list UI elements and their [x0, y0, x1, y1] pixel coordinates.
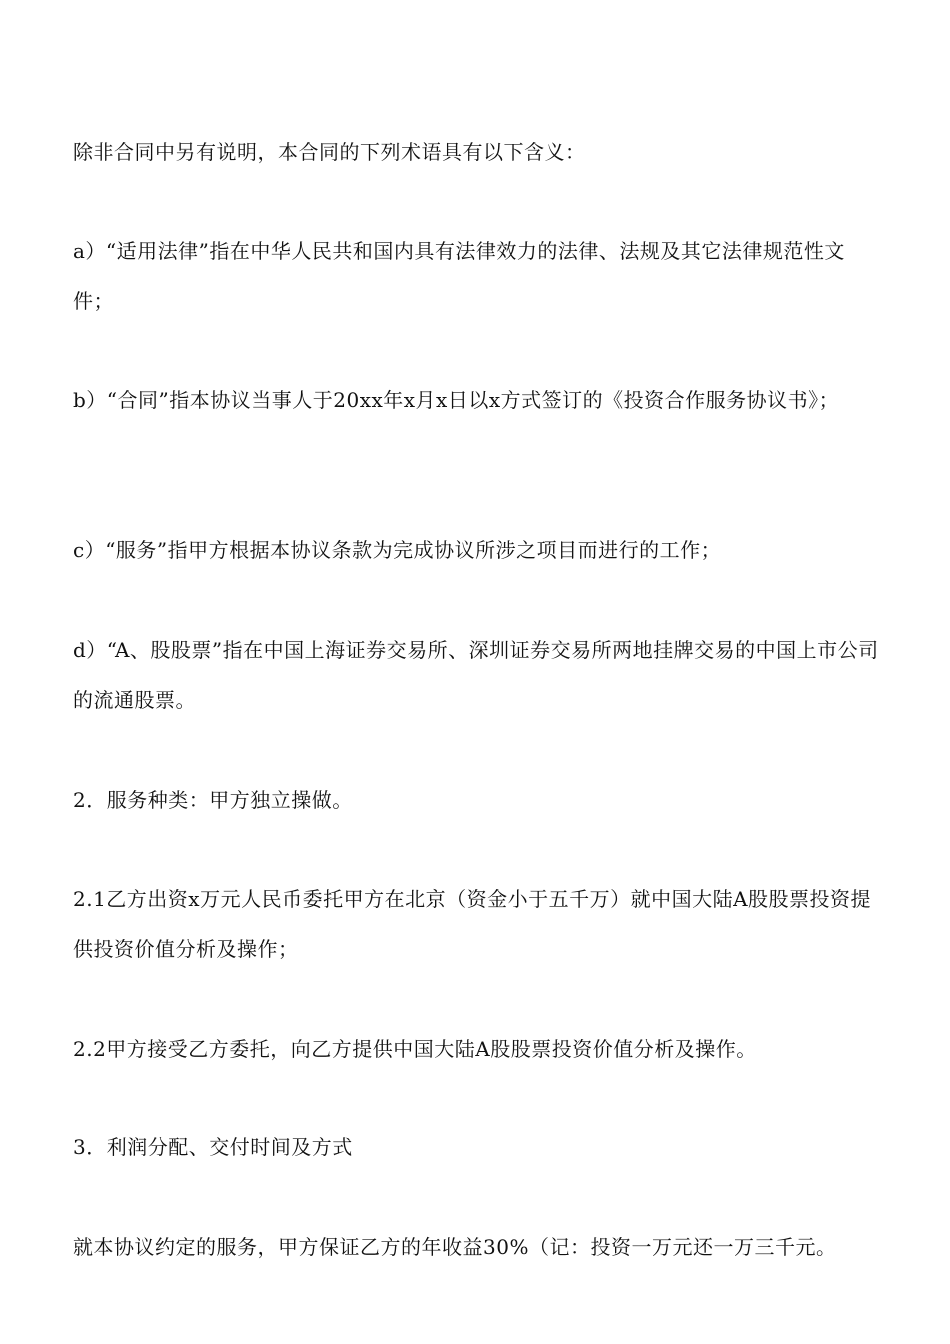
paragraph-definition-b: b）“合同”指本协议当事人于20xx年x月x日以x方式签订的《投资合作服务协议书》；: [73, 388, 840, 412]
paragraph-2-1: 2.1乙方出资x万元人民币委托甲方在北京（资金小于五千万）就中国大陆A股股票投资提供投资价值分析及操作；: [73, 887, 872, 961]
paragraph-definition-a: a）“适用法律”指在中华人民共和国内具有法律效力的法律、法规及其它法律规范性文件；: [73, 239, 845, 313]
paragraph-3-body: 就本协议约定的服务，甲方保证乙方的年收益30%（记：投资一万元还一万三千元。: [73, 1235, 837, 1259]
section-3-heading: 3．利润分配、交付时间及方式: [73, 1135, 353, 1159]
section-2-heading: 2．服务种类：甲方独立操做。: [73, 788, 353, 812]
paragraph-definitions-intro: 除非合同中另有说明，本合同的下列术语具有以下含义：: [73, 140, 586, 164]
paragraph-definition-d: d）“A、股股票”指在中国上海证券交易所、深圳证券交易所两地挂牌交易的中国上市公司的流通股票。: [73, 638, 879, 712]
paragraph-2-2: 2.2甲方接受乙方委托，向乙方提供中国大陆A股股票投资价值分析及操作。: [73, 1037, 757, 1061]
paragraph-definition-c: c）“服务”指甲方根据本协议条款为完成协议所涉之项目而进行的工作；: [73, 538, 722, 562]
